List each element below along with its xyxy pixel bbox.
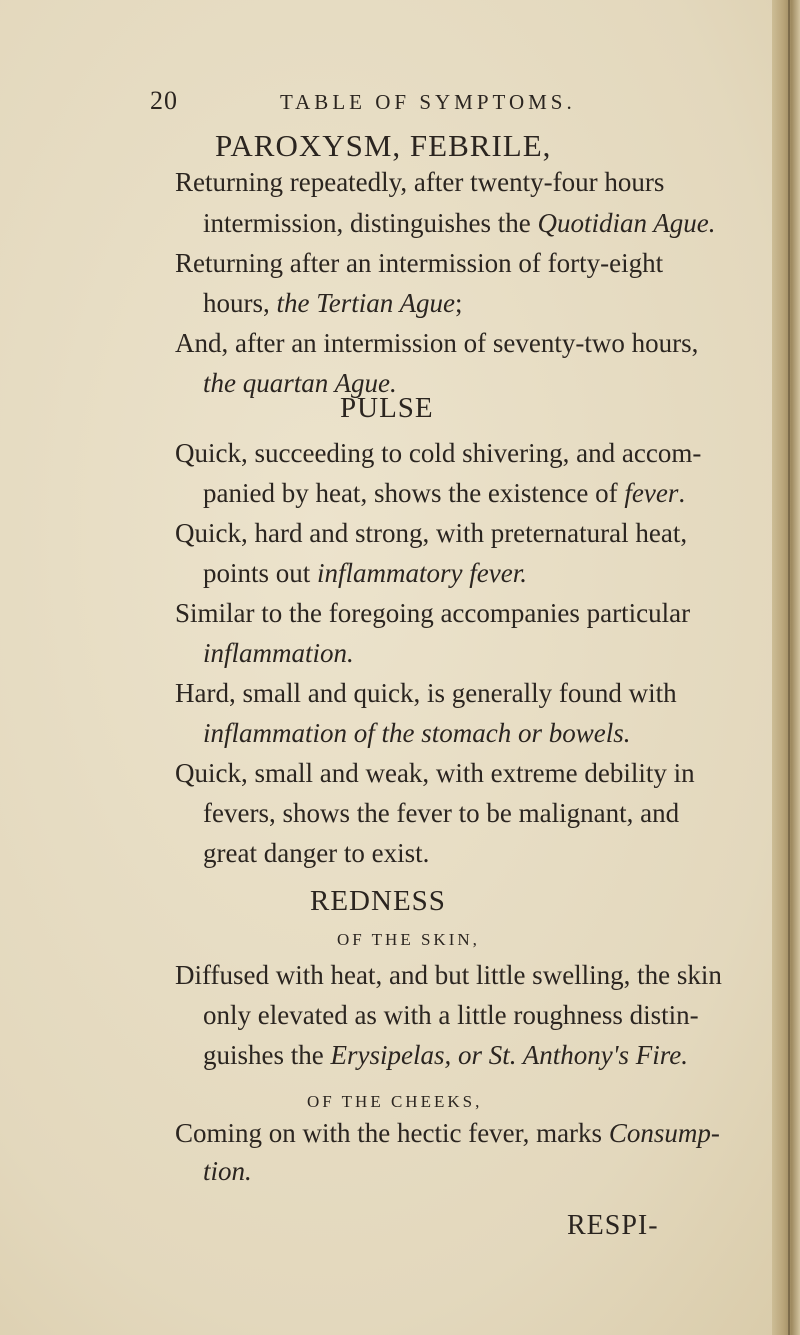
pulse-line-4: points out inflammatory fever. — [203, 558, 527, 588]
page-edge-line — [788, 0, 790, 1335]
subheading-cheeks: OF THE CHEEKS, — [307, 1092, 483, 1111]
paroxysm-line-5: And, after an intermission of seventy-two hours, — [175, 328, 699, 358]
section-heading-pulse: PULSE — [340, 392, 434, 424]
pulse-line-1: Quick, succeeding to cold shivering, and accom- — [175, 438, 702, 468]
cheeks-line-1: Coming on with the hectic fever, marks Consump- — [175, 1118, 720, 1148]
cheeks-line-2: tion. — [203, 1156, 252, 1186]
paroxysm-line-1: Returning repeatedly, after twenty-four hours — [175, 167, 665, 197]
pulse-line-9: Quick, small and weak, with extreme debility in — [175, 758, 695, 788]
pulse-line-8: inflammation of the stomach or bowels. — [203, 718, 631, 748]
pulse-line-3: Quick, hard and strong, with preternatural heat, — [175, 518, 688, 548]
paroxysm-line-6: the quartan Ague. — [203, 368, 397, 398]
skin-line-3: guishes the Erysipelas, or St. Anthony's Fire. — [203, 1040, 688, 1070]
page-edge — [772, 0, 800, 1335]
subheading-skin: OF THE SKIN, — [337, 930, 480, 949]
pulse-line-7: Hard, small and quick, is generally found with — [175, 678, 677, 708]
section-heading-paroxysm: PAROXYSM, FEBRILE, — [215, 128, 552, 163]
skin-line-1: Diffused with heat, and but little swelling, the skin — [175, 960, 722, 990]
section-heading-redness: REDNESS — [310, 885, 446, 917]
pulse-line-5: Similar to the foregoing accompanies particular — [175, 598, 691, 628]
paroxysm-line-4: hours, the Tertian Ague; — [203, 288, 463, 318]
catchword: RESPI- — [567, 1210, 659, 1241]
pulse-line-2: panied by heat, shows the existence of fever. — [203, 478, 686, 508]
paroxysm-line-3: Returning after an intermission of forty-eight — [175, 248, 664, 278]
paroxysm-line-2: intermission, distinguishes the Quotidian Ague. — [203, 208, 716, 238]
running-head: TABLE OF SYMPTOMS. — [280, 90, 576, 114]
pulse-line-10: fevers, shows the fever to be malignant, and — [203, 798, 680, 828]
skin-line-2: only elevated as with a little roughness distin- — [203, 1000, 699, 1030]
pulse-line-11: great danger to exist. — [203, 838, 430, 868]
pulse-line-6: inflammation. — [203, 638, 354, 668]
page-number: 20 — [150, 86, 178, 115]
